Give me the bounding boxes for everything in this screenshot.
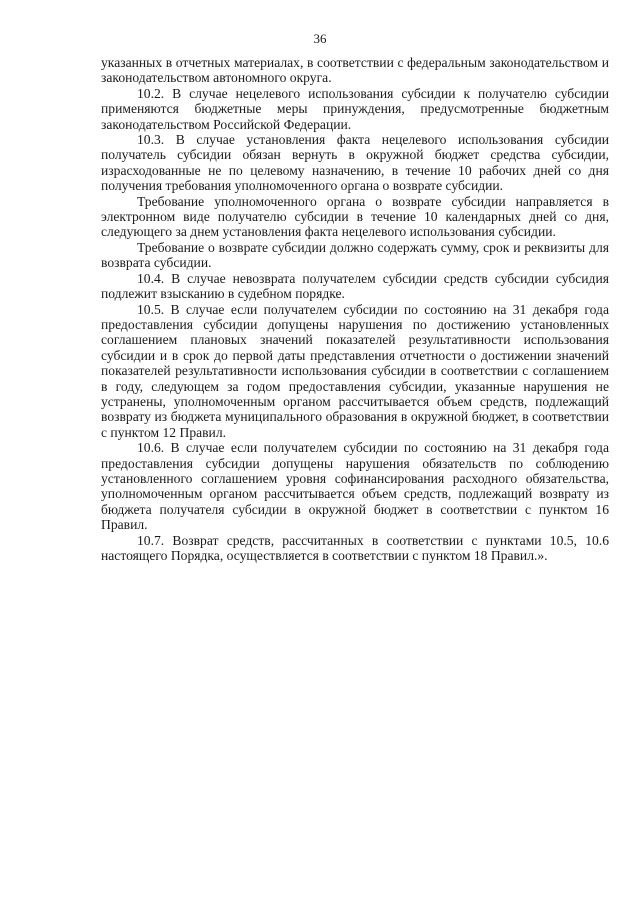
document-body bbox=[101, 55, 609, 563]
paragraph-10-7: 10.7. Возврат средств, рассчитанных в соответствии с пунктами 10.5, 10.6 настоящего Порядка, осуществляется в соответствии с пунктом 18 Правил.». bbox=[101, 532, 609, 563]
paragraph-10-5: 10.5. В случае если получателем субсидии по состоянию на 31 декабря года предоставления субсидии допущены нарушения по достижению установленных соглашением плановых значений показателей результативности использования субсидии и в срок до первой даты представления отчетности о достижении значений показателей результативности использования субсидии в соответствии с соглашением в году, следующем за годом предоставления субсидии, указанные нарушения не устранены, уполномоченным органом рассчитывается объем средств, подлежащий возврату из бюджета муниципального образования в окружной бюджет, в соответствии с пунктом 12 Правил. bbox=[101, 301, 609, 440]
paragraph-requirement-sending: Требование уполномоченного органа о возврате субсидии направляется в электронном виде получателю субсидии в течение 10 календарных дней со дня, следующего за днем установления факта нецелевого использования субсидии. bbox=[101, 193, 609, 240]
paragraph-10-6: 10.6. В случае если получателем субсидии по состоянию на 31 декабря года предоставления субсидии допущены нарушения обязательств по соблюдению установленного соглашением уровня софинансирования расходного обязательства, уполномоченным органом рассчитывается объем средств, подлежащий возврату из бюджета получателя субсидии в окружной бюджет в соответствии с пунктом 16 Правил. bbox=[101, 440, 609, 533]
paragraph-10-4: 10.4. В случае невозврата получателем субсидии средств субсидии субсидия подлежит взысканию в судебном порядке. bbox=[101, 270, 609, 302]
paragraph-continuation: указанных в отчетных материалах, в соответствии с федеральным законодательством и законодательством автономного округа. bbox=[101, 55, 609, 86]
paragraph-10-3: 10.3. В случае установления факта нецелевого использования субсидии получатель субсидии обязан вернуть в окружной бюджет средства субсидии, израсходованные не по целевому назначению, в течение 10 рабочих дней со дня получения требования уполномоченного органа о возврате субсидии. bbox=[101, 132, 609, 194]
paragraph-requirement-content: Требование о возврате субсидии должно содержать сумму, срок и реквизиты для возврата субсидии. bbox=[101, 239, 609, 271]
paragraph-10-2: 10.2. В случае нецелевого использования субсидии к получателю субсидии применяются бюджетные меры принуждения, предусмотренные бюджетным законодательством Российской Федерации. bbox=[101, 85, 609, 132]
page-number: 36 bbox=[313, 31, 327, 46]
